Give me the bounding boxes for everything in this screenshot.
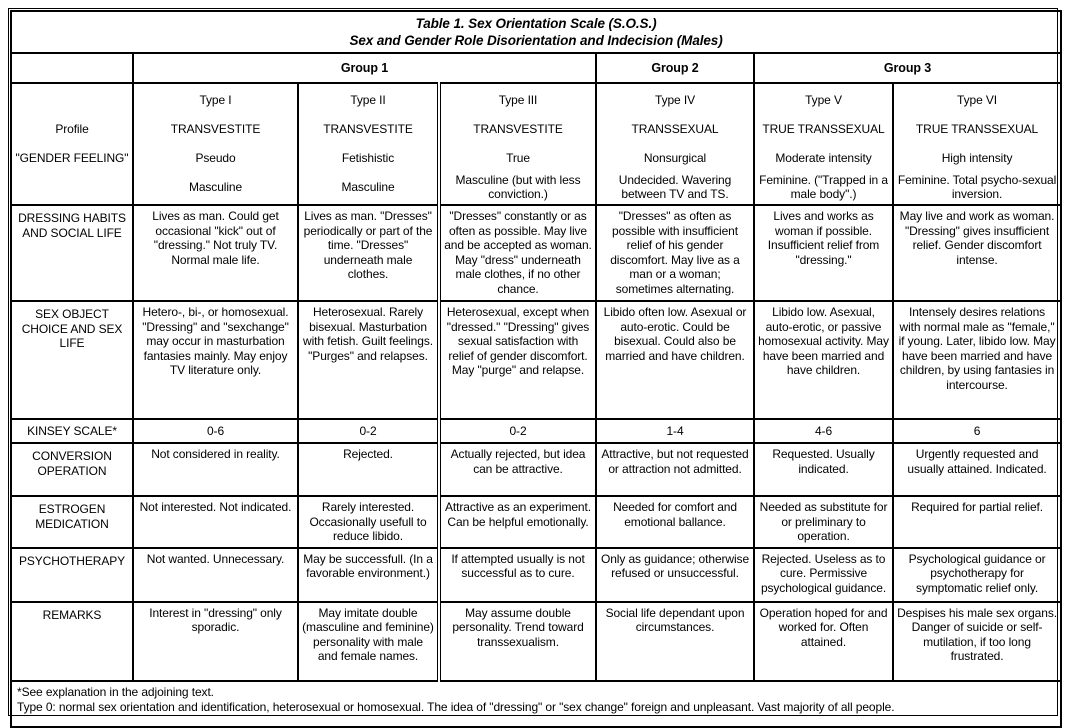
table-cell: Rejected. Useless as to cure. Permissive psychological guidance. [754, 548, 893, 602]
type-feeling: Feminine. Total psycho-sexual inversion. [897, 173, 1057, 201]
profile-label-spacer [15, 86, 129, 115]
type-feeling: Masculine [341, 179, 395, 194]
table-cell: Psychological guidance or psychotherapy for symptomatic relief only. [893, 548, 1061, 602]
table-cell: 6 [893, 419, 1061, 443]
row-label-estrogen-medication: ESTROGEN MEDICATION [11, 496, 133, 548]
table-cell: 1-4 [596, 419, 754, 443]
table-cell: Actually rejected, but idea can be attractive. [439, 443, 596, 496]
type-name: TRANSVESTITE [323, 121, 413, 136]
type-feeling: Undecided. Wavering between TV and TS. [618, 173, 732, 201]
row-label-remarks: REMARKS [11, 602, 133, 681]
footnote-area [11, 681, 1061, 727]
table-cell: Social life dependant upon circumstances. [596, 602, 754, 681]
table-title-line1: Table 1. Sex Orientation Scale (S.O.S.) [415, 16, 657, 31]
type-subtype: Pseudo [195, 150, 236, 165]
table-cell: Attractive, but not requested or attraction not admitted. [596, 443, 754, 496]
table-cell: Interest in "dressing" only sporadic. [133, 602, 298, 681]
profile-label-line1: Profile [55, 121, 89, 136]
table-cell: Heterosexual, except when "dressed." "Dressing" gives sexual satisfaction with relief of gender discomfort. May "purge" and relapse. [439, 301, 596, 419]
profile-cell-type-5 [754, 83, 893, 205]
table-frame [8, 8, 1058, 716]
table-cell: Needed as substitute for or preliminary to operation. [754, 496, 893, 548]
type-heading: Type I [199, 92, 232, 107]
row-label-profile [11, 83, 133, 205]
type-name: TRUE TRANSSEXUAL [915, 121, 1039, 136]
table-cell: Not interested. Not indicated. [133, 496, 298, 548]
table-cell: Attractive as an experiment. Can be helpful emotionally. [439, 496, 596, 548]
table-cell: Not wanted. Unnecessary. [133, 548, 298, 602]
footnote-line1: *See explanation in the adjoining text. [17, 684, 214, 699]
table-cell: Heterosexual. Rarely bisexual. Masturbation with fetish. Guilt feelings. "Purges" and relapses. [298, 301, 439, 419]
type-subtype: Fetishistic [341, 150, 395, 165]
table-cell: Libido low. Asexual, auto-erotic, or passive homosexual activity. May have been married and have children. [754, 301, 893, 419]
type-heading: Type V [805, 92, 842, 107]
type-subtype: Moderate intensity [775, 150, 872, 165]
table-cell: Urgently requested and usually attained. Indicated. [893, 443, 1061, 496]
type-heading: Type IV [655, 92, 695, 107]
table-cell: If attempted usually is not successful as to cure. [439, 548, 596, 602]
table-cell: Rarely interested. Occasionally usefull to reduce libido. [298, 496, 439, 548]
type-heading: Type VI [957, 92, 998, 107]
table-cell: Libido often low. Asexual or auto-erotic. Could be bisexual. Could also be married and have children. [596, 301, 754, 419]
table-cell: Not considered in reality. [133, 443, 298, 496]
table-cell: Despises his male sex organs. Danger of suicide or self-mutilation, if too long frustrated. [893, 602, 1061, 681]
table-cell: "Dresses" as often as possible with insufficient relief of his gender discomfort. May live as a man or a woman; sometimes alternating. [596, 205, 754, 301]
table-cell: Lives as man. Could get occasional "kick" out of "dressing." Not truly TV. Normal male life. [133, 205, 298, 301]
sos-table [10, 10, 1062, 728]
group-2-header: Group 2 [596, 53, 754, 83]
table-cell: May live and work as woman. "Dressing" gives insufficient relief. Gender discomfort intense. [893, 205, 1061, 301]
table-cell: Needed for comfort and emotional ballance. [596, 496, 754, 548]
type-heading: Type II [350, 92, 386, 107]
row-label-dressing-habits: DRESSING HABITS AND SOCIAL LIFE [11, 205, 133, 301]
row-label-conversion-operation: CONVERSION OPERATION [11, 443, 133, 496]
table-cell: Required for partial relief. [893, 496, 1061, 548]
type-name: TRANSVESTITE [170, 121, 261, 136]
row-label-psychotherapy: PSYCHOTHERAPY [11, 548, 133, 602]
table-cell: 0-2 [298, 419, 439, 443]
type-heading: Type III [498, 92, 538, 107]
table-cell: 0-2 [439, 419, 596, 443]
profile-cell-type-3 [439, 83, 596, 205]
footnote-line2: Type 0: normal sex orientation and identification, heterosexual or homosexual. The idea of "dressing" or "sex change" foreign and unpleasant. Vast majority of all people. [17, 699, 895, 714]
type-feeling: Masculine [188, 179, 243, 194]
corner-cell [11, 53, 133, 83]
profile-cell-type-2 [298, 83, 439, 205]
table-cell: May assume double personality. Trend toward transsexualism. [439, 602, 596, 681]
table-cell: Lives and works as woman if possible. Insufficient relief from "dressing." [754, 205, 893, 301]
table-cell: 0-6 [133, 419, 298, 443]
type-subtype: High intensity [941, 150, 1013, 165]
table-cell: Rejected. [298, 443, 439, 496]
table-cell: Intensely desires relations with normal male as "female," if young. Later, libido low. May have been married and have children, by using fantasies in intercourse. [893, 301, 1061, 419]
profile-cell-type-4 [596, 83, 754, 205]
profile-label-line2: "GENDER FEELING" [15, 150, 129, 165]
type-name: TRANSVESTITE [473, 121, 563, 136]
table-cell: May be successfull. (In a favorable environment.) [298, 548, 439, 602]
table-cell: Requested. Usually indicated. [754, 443, 893, 496]
type-name: TRANSSEXUAL [631, 121, 719, 136]
table-cell: May imitate double (masculine and feminine) personality with male and female names. [298, 602, 439, 681]
profile-cell-type-1 [133, 83, 298, 205]
group-1-header: Group 1 [133, 53, 596, 83]
table-title [11, 11, 1061, 53]
table-cell: Operation hoped for and worked for. Often attained. [754, 602, 893, 681]
profile-cell-type-6 [893, 83, 1061, 205]
table-cell: Only as guidance; otherwise refused or unsuccessful. [596, 548, 754, 602]
table-cell: "Dresses" constantly or as often as possible. May live and be accepted as woman. May "dress" underneath male clothes, if no other chance. [439, 205, 596, 301]
type-subtype: Nonsurgical [643, 150, 707, 165]
row-label-sex-object-choice: SEX OBJECT CHOICE AND SEX LIFE [11, 301, 133, 419]
type-name: TRUE TRANSSEXUAL [762, 121, 885, 136]
table-cell: 4-6 [754, 419, 893, 443]
table-cell: Lives as man. "Dresses" periodically or part of the time. "Dresses" underneath male clothes. [298, 205, 439, 301]
table-title-line2: Sex and Gender Role Disorientation and Indecision (Males) [349, 33, 723, 48]
type-feeling: Feminine. ("Trapped in a male body".) [759, 173, 888, 201]
group-3-header: Group 3 [754, 53, 1061, 83]
type-subtype: True [506, 150, 530, 165]
type-feeling: Masculine (but with less conviction.) [455, 173, 581, 201]
row-label-kinsey-scale: KINSEY SCALE* [11, 419, 133, 443]
table-cell: Hetero-, bi-, or homosexual. "Dressing" and "sexchange" may occur in masturbation fantasies mainly. May enjoy TV literature only. [133, 301, 298, 419]
